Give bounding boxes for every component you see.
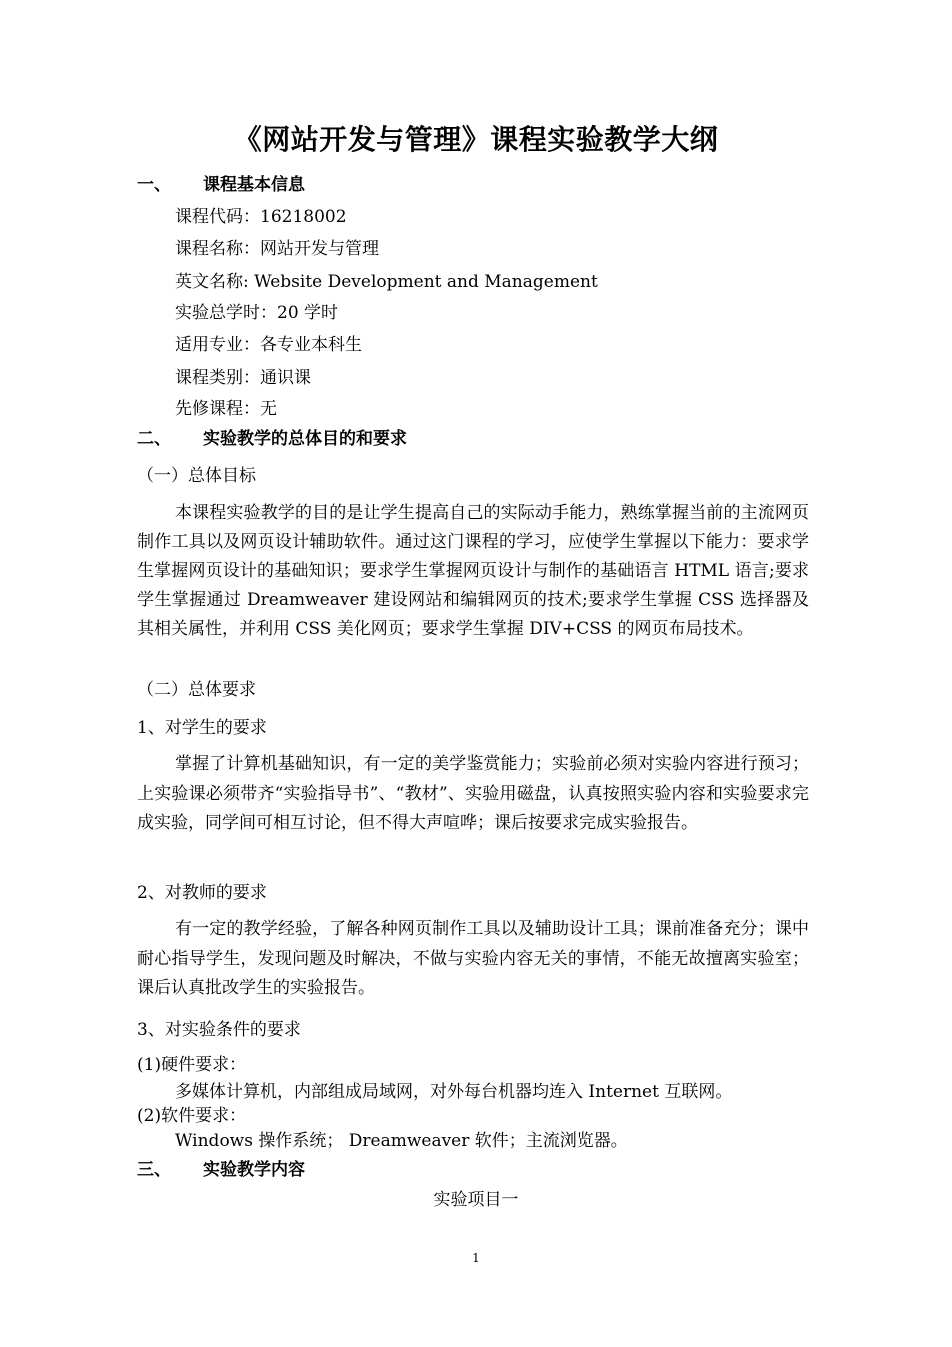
teacher-requirements-paragraph: 有一定的教学经验，了解各种网页制作工具以及辅助设计工具；课前准备充分；课中耐心指导学生，发现问题及时解决，不做与实验内容无关的事情，不能无故擅离实验室；课后认真批改学生的实验报告。 xyxy=(137,919,809,998)
info-major: 适用专业：各专业本科生 xyxy=(175,335,362,355)
project-title: 实验项目一 xyxy=(433,1190,519,1210)
section-heading-basic-info xyxy=(137,170,305,195)
section-label: 课程基本信息 xyxy=(203,175,305,195)
info-category: 课程类别：通识课 xyxy=(175,368,311,388)
goal-paragraph: 本课程实验教学的目的是让学生提高自己的实际动手能力，熟练掌握当前的主流网页制作工具以及网页设计辅助软件。通过这门课程的学习，应使学生掌握以下能力：要求学生掌握网页设计的基础知识；要求学生掌握网页设计与制作的基础语言 HTML 语言;要求学生掌握通过 Dreamweaver 建设网站和编辑网页的技术;要求学生掌握 CSS 选择器及其相关属性，并利用 CSS 美化网页；要求学生掌握 DIV+CSS 的网页布局技术。 xyxy=(137,503,809,639)
info-prerequisite: 先修课程：无 xyxy=(175,399,277,419)
section-number: 一、 xyxy=(137,175,171,195)
section-heading-content xyxy=(137,1155,305,1180)
section-label: 实验教学的总体目的和要求 xyxy=(203,429,407,449)
conditions-requirements-heading: 3、对实验条件的要求 xyxy=(137,1020,301,1040)
section-heading-goals xyxy=(137,424,407,449)
hardware-text: 多媒体计算机，内部组成局域网，对外每台机器均连入 Internet 互联网。 xyxy=(175,1082,733,1102)
section-label: 实验教学内容 xyxy=(203,1160,305,1180)
section-number: 二、 xyxy=(137,429,171,449)
student-requirements-paragraph: 掌握了计算机基础知识，有一定的美学鉴赏能力；实验前必须对实验内容进行预习；上实验课必须带齐“实验指导书”、“教材”、实验用磁盘，认真按照实验内容和实验要求完成实验，同学间可相互讨论，但不得大声喧哗；课后按要求完成实验报告。 xyxy=(137,754,809,833)
teacher-requirements-heading: 2、对教师的要求 xyxy=(137,883,267,903)
software-text: Windows 操作系统； Dreamweaver 软件；主流浏览器。 xyxy=(175,1131,628,1151)
goal-heading: （一）总体目标 xyxy=(137,466,256,486)
hardware-heading: (1)硬件要求： xyxy=(137,1055,247,1075)
page-number: 1 xyxy=(472,1251,480,1265)
info-total-hours: 实验总学时：20 学时 xyxy=(175,303,339,323)
info-course-name: 课程名称：网站开发与管理 xyxy=(175,239,379,259)
info-english-name: 英文名称: Website Development and Management xyxy=(175,272,598,292)
section-number: 三、 xyxy=(137,1160,171,1180)
software-heading: (2)软件要求： xyxy=(137,1106,247,1126)
requirements-heading: （二）总体要求 xyxy=(137,680,256,700)
document-title: 《网站开发与管理》课程实验教学大纲 xyxy=(233,123,719,156)
student-requirements-heading: 1、对学生的要求 xyxy=(137,718,267,738)
info-course-code: 课程代码：16218002 xyxy=(175,207,347,227)
